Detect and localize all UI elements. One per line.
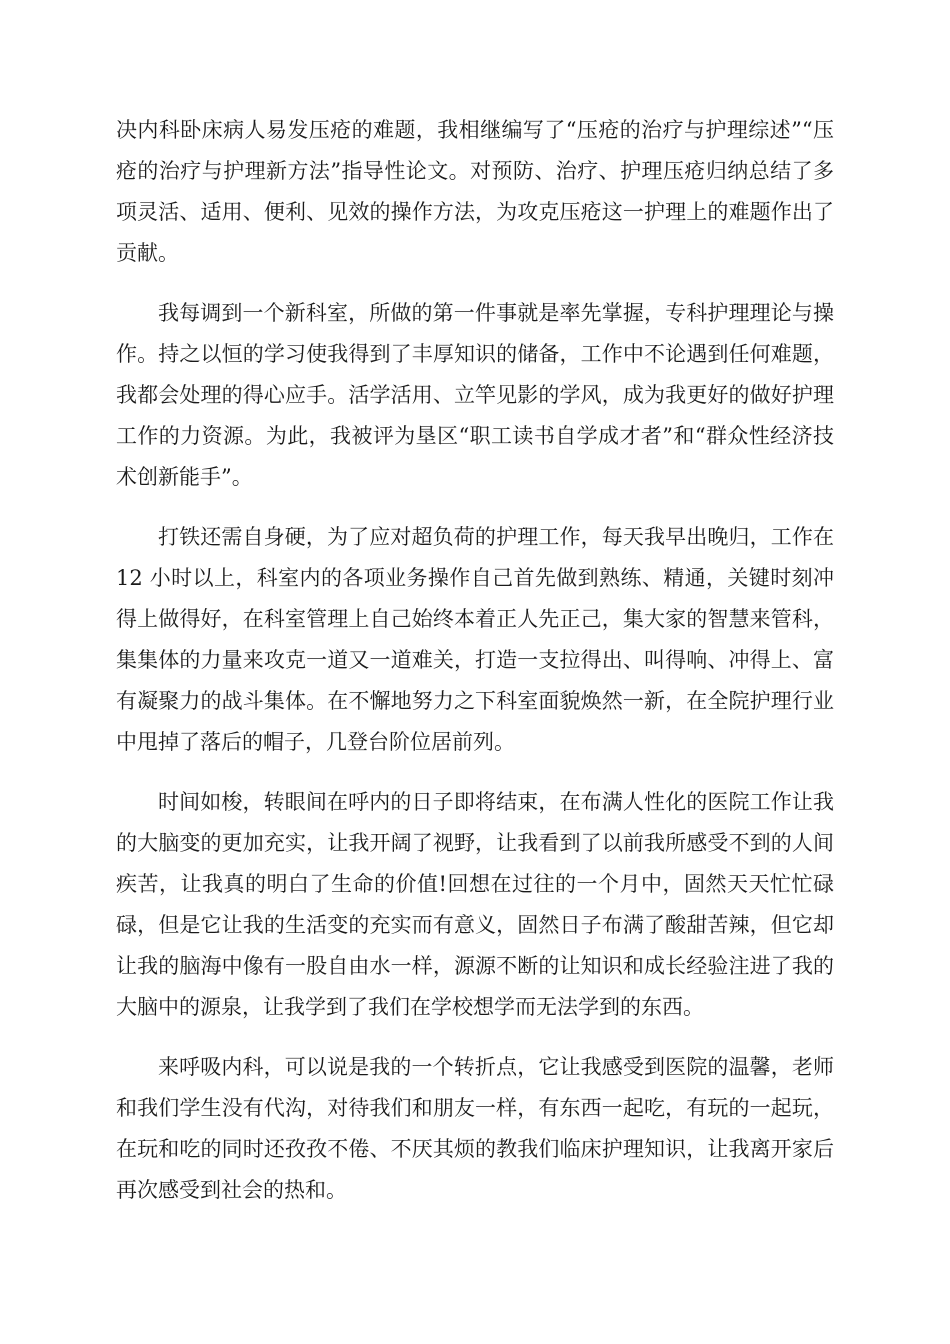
paragraph-3: 打铁还需自身硬，为了应对超负荷的护理工作，每天我早出晚归，工作在 12 小时以上，科室内的各项业务操作自己首先做到熟练、精通，关键时刻冲得上做得好，在科室管理上自己始终本着正人先正己，集大家的智慧来管科，集集体的力量来攻克一道又一道难关，打造一支拉得出、叫得响、冲得上、富有凝聚力的战斗集体。在不懈地努力之下科室面貌焕然一新，在全院护理行业中甩掉了落后的帽子，几登台阶位居前列。 [116, 525, 834, 754]
document-body [116, 110, 834, 1230]
paragraph-2: 我每调到一个新科室，所做的第一件事就是率先掌握，专科护理理论与操作。持之以恒的学习使我得到了丰厚知识的储备，工作中不论遇到任何难题，我都会处理的得心应手。活学活用、立竿见影的学风，成为我更好的做好护理工作的力资源。为此，我被评为垦区“职工读书自学成才者”和“群众性经济技术创新能手”。 [116, 301, 834, 489]
paragraph-4: 时间如梭，转眼间在呼内的日子即将结束，在布满人性化的医院工作让我的大脑变的更加充实，让我开阔了视野，让我看到了以前我所感受不到的人间疾苦，让我真的明白了生命的价值!回想在过往的一个月中，固然天天忙忙碌碌，但是它让我的生活变的充实而有意义，固然日子布满了酸甜苦辣，但它却让我的脑海中像有一股自由水一样，源源不断的让知识和成长经验注进了我的大脑中的源泉，让我学到了我们在学校想学而无法学到的东西。 [116, 790, 834, 1019]
paragraph-5: 来呼吸内科，可以说是我的一个转折点，它让我感受到医院的温馨，老师和我们学生没有代沟，对待我们和朋友一样，有东西一起吃，有玩的一起玩，在玩和吃的同时还孜孜不倦、不厌其烦的教我们临床护理知识，让我离开家后再次感受到社会的热和。 [116, 1055, 834, 1202]
paragraph-1: 决内科卧床病人易发压疮的难题，我相继编写了“压疮的治疗与护理综述”“压疮的治疗与护理新方法”指导性论文。对预防、治疗、护理压疮归纳总结了多项灵活、适用、便利、见效的操作方法，为攻克压疮这一护理上的难题作出了贡献。 [116, 118, 834, 265]
